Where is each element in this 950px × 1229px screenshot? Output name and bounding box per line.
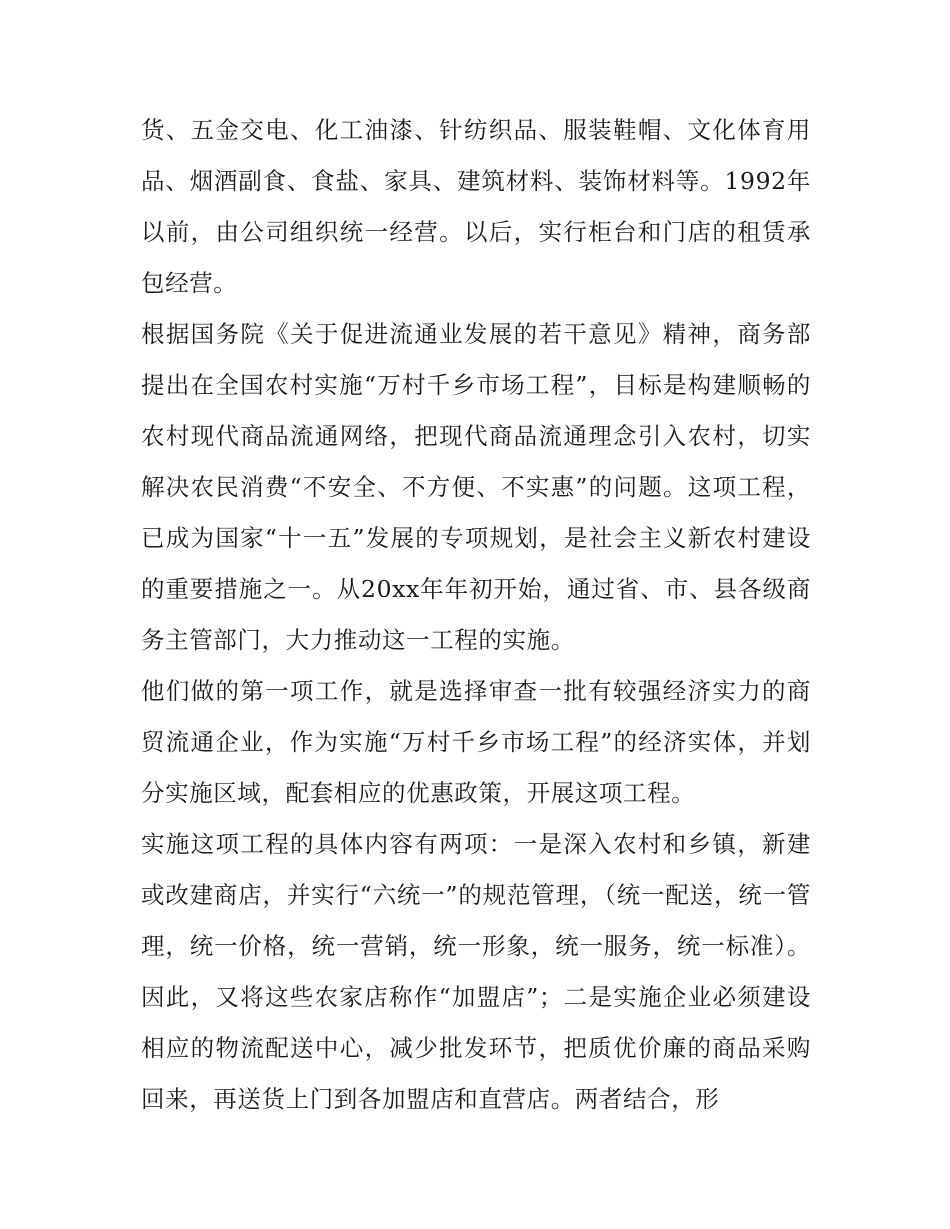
paragraph-1: 货、五金交电、化工油漆、针纺织品、服装鞋帽、文化体育用品、烟酒副食、食盐、家具、建筑材料、装饰材料等。1992年以前，由公司组织统一经营。以后，实行柜台和门店的租赁承包经营。 xyxy=(141,116,811,297)
document-body xyxy=(141,105,811,1125)
paragraph-4: 实施这项工程的具体内容有两项：一是深入农村和乡镇，新建或改建商店，并实行“六统一”的规范管理，（统一配送，统一管理，统一价格，统一营销，统一形象，统一服务，统一标准）。因此，又将这些农家店称作“加盟店”；二是实施企业必须建设相应的物流配送中心，减少批发环节，把质优价廉的商品采购回来，再送货上门到各加盟店和直营店。两者结合，形 xyxy=(141,830,811,1113)
paragraph-2: 根据国务院《关于促进流通业发展的若干意见》精神，商务部提出在全国农村实施“万村千乡市场工程”，目标是构建顺畅的农村现代商品流通网络，把现代商品流通理念引入农村，切实解决农民消费“不安全、不方便、不实惠”的问题。这项工程，已成为国家“十一五”发展的专项规划，是社会主义新农村建设的重要措施之一。从20xx年年初开始，通过省、市、县各级商务主管部门，大力推动这一工程的实施。 xyxy=(141,320,811,654)
paragraph-3: 他们做的第一项工作，就是选择审查一批有较强经济实力的商贸流通企业，作为实施“万村千乡市场工程”的经济实体，并划分实施区域，配套相应的优惠政策，开展这项工程。 xyxy=(141,677,811,807)
